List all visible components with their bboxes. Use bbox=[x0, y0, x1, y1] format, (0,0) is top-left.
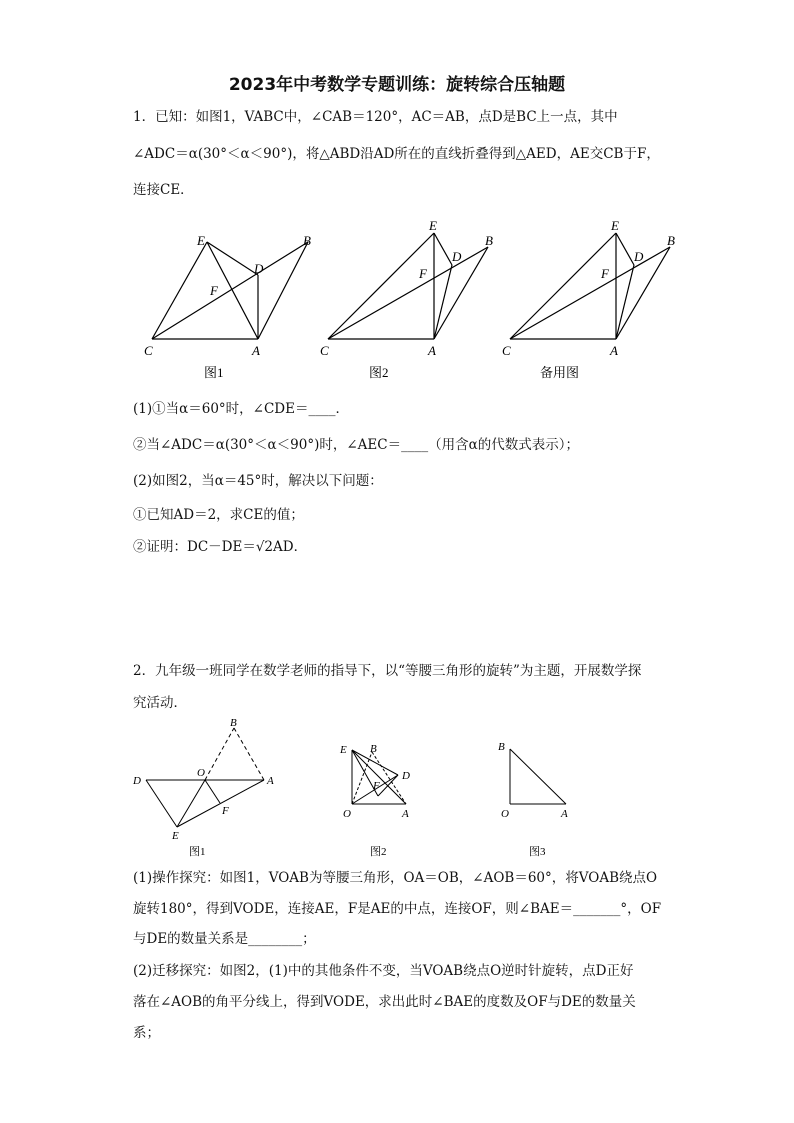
q2-sub5: 落在∠AOB的角平分线上，得到VODE，求出此时∠BAE的度数及OF与DE的数量关 bbox=[133, 994, 636, 1010]
fig1-label-b: B bbox=[303, 233, 311, 248]
q2-fig2-label-b: B bbox=[370, 743, 377, 755]
q2-figures bbox=[0, 712, 794, 862]
q2-fig1-label-b: B bbox=[230, 717, 237, 729]
q2-fig2-label-f: F bbox=[373, 780, 380, 792]
q2-fig1-label-e: E bbox=[172, 830, 179, 842]
q1-sub4: ①已知AD＝2，求CE的值； bbox=[133, 507, 304, 523]
q2-fig2-label-e: E bbox=[340, 744, 347, 756]
q1-sub2: ②当∠ADC＝α(30°＜α＜90°)时，∠AEC＝____（用含α的代数式表示）； bbox=[133, 437, 579, 453]
fig3-label-d: D bbox=[634, 249, 644, 264]
q2-fig1-caption: 图1 bbox=[189, 846, 206, 858]
fig1-label-a: A bbox=[252, 343, 260, 358]
fig1-label-d: D bbox=[254, 261, 264, 276]
q2-fig1-label-a: A bbox=[267, 775, 274, 787]
q1-stem-line3: 连接CE． bbox=[133, 182, 194, 198]
q2-fig1-label-f: F bbox=[222, 805, 229, 817]
fig3-label-e: E bbox=[611, 218, 619, 233]
fig1-label-f: F bbox=[210, 283, 218, 298]
q2-sub4: (2)迁移探究：如图2，(1)中的其他条件不变，当VOAB绕点O逆时针旋转，点D正好 bbox=[133, 963, 634, 979]
q2-fig2-label-d: D bbox=[402, 770, 410, 782]
fig2-label-a: A bbox=[428, 343, 436, 358]
q2-sub1: (1)操作探究：如图1，VOAB为等腰三角形，OA＝OB，∠AOB＝60°，将VOAB绕点O bbox=[133, 870, 658, 886]
fig1-caption: 图1 bbox=[204, 365, 224, 380]
fig2-caption: 图2 bbox=[369, 365, 389, 380]
q2-fig3-label-b: B bbox=[498, 741, 505, 753]
q1-stem-line1: 1．已知：如图1，VABC中，∠CAB＝120°，AC＝AB，点D是BC上一点，其中 bbox=[133, 109, 618, 125]
fig1-label-e: E bbox=[197, 233, 205, 248]
q2-sub3: 与DE的数量关系是________； bbox=[133, 931, 316, 947]
q2-sub6: 系； bbox=[133, 1025, 160, 1041]
q2-stem-line2: 究活动． bbox=[133, 695, 187, 711]
q2-fig3-caption: 图3 bbox=[529, 846, 546, 858]
fig2-label-f: F bbox=[419, 266, 427, 281]
q1-figures bbox=[0, 215, 794, 395]
fig1-label-c: C bbox=[144, 343, 153, 358]
q1-stem-line2: ∠ADC＝α(30°＜α＜90°)，将△ABD沿AD所在的直线折叠得到△AED，AE交CB于F， bbox=[133, 146, 660, 162]
fig3-label-c: C bbox=[502, 343, 511, 358]
fig2-label-d: D bbox=[452, 249, 462, 264]
q2-stem-line1: 2．九年级一班同学在数学老师的指导下，以“等腰三角形的旋转”为主题，开展数学探 bbox=[133, 663, 642, 679]
q2-fig3-label-a: A bbox=[561, 808, 568, 820]
q2-fig2-label-a: A bbox=[402, 808, 409, 820]
fig3-label-a: A bbox=[610, 343, 618, 358]
q2-fig2-label-o: O bbox=[343, 808, 351, 820]
q1-sub3: (2)如图2，当α＝45°时，解决以下问题： bbox=[133, 473, 383, 489]
page-title: 2023年中考数学专题训练：旋转综合压轴题 bbox=[228, 75, 566, 95]
q1-sub1: (1)①当α＝60°时，∠CDE＝____． bbox=[133, 401, 349, 417]
q1-sub5: ②证明：DC－DE＝√2AD． bbox=[133, 539, 308, 555]
q2-fig1-label-d: D bbox=[133, 775, 141, 787]
fig3-label-f: F bbox=[601, 266, 609, 281]
fig3-label-b: B bbox=[667, 233, 675, 248]
fig2-label-e: E bbox=[429, 218, 437, 233]
q2-fig2-caption: 图2 bbox=[370, 846, 387, 858]
q2-sub2: 旋转180°，得到VODE，连接AE，F是AE的中点，连接OF，则∠BAE＝_______°，OF bbox=[133, 901, 662, 917]
q2-fig1-label-o: O bbox=[197, 767, 205, 779]
fig2-label-b: B bbox=[485, 233, 493, 248]
fig2-label-c: C bbox=[320, 343, 329, 358]
fig3-caption: 备用图 bbox=[540, 365, 580, 380]
q2-fig3-label-o: O bbox=[501, 808, 509, 820]
